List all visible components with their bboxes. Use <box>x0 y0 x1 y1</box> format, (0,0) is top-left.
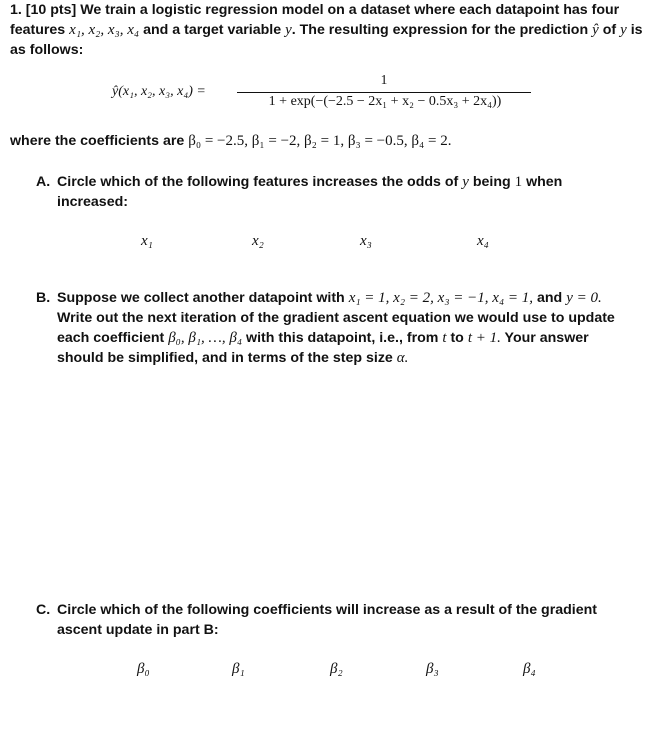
part-b-text-2: and <box>537 290 563 306</box>
part-a-text-1: Circle which of the following features increases the odds of <box>57 174 459 190</box>
coefficients-line <box>10 133 451 150</box>
part-b-coeffs: β₀, β₁, …, β₄ <box>168 330 243 346</box>
part-c <box>36 600 636 640</box>
target-variable: y <box>285 22 292 38</box>
part-b-datapoint: x₁ = 1, x₂ = 2, x₃ = −1, x₄ = 1, <box>348 290 534 306</box>
question-intro-d: of <box>602 22 617 38</box>
question-intro-a: We train a logistic regression model on a dataset where each datapoint has four features <box>10 2 620 38</box>
part-c-text: Circle which of the following coefficients will increase as a result of the gradient ascent update in part B: <box>57 602 598 638</box>
prediction-formula <box>0 72 660 118</box>
question-intro-f: is as follows: <box>10 22 643 58</box>
part-a-one: 1 <box>514 174 523 190</box>
formula-lhs: ŷ(x₁, x₂, x₃, x₄) = <box>112 84 206 99</box>
choice-beta3[interactable]: β₃ <box>426 661 439 677</box>
part-a-var: y <box>462 174 469 190</box>
formula-numerator: 1 <box>380 72 388 87</box>
part-b-text-4: with this datapoint, i.e., from <box>246 330 439 346</box>
part-b-t2: t + 1. <box>467 330 501 346</box>
choice-beta1[interactable]: β₁ <box>232 661 245 677</box>
features-inline: x₁, x₂, x₃, x₄ <box>69 22 140 38</box>
question-points: [10 pts] <box>25 2 77 18</box>
part-a-text <box>57 172 636 212</box>
formula-denominator: 1 + exp(−(−2.5 − 2x₁ + x₂ − 0.5x₃ + 2x₄)) <box>268 94 502 109</box>
part-b-text-3: Write out the next iteration of the gradient ascent equation we would use to update each coefficient <box>57 310 615 346</box>
coefficients-prefix: where the coefficients are <box>10 133 185 149</box>
question-number: 1. <box>10 2 22 18</box>
choice-x2[interactable]: x₂ <box>252 233 264 249</box>
choice-x3[interactable]: x₃ <box>360 233 372 249</box>
part-b-t1: t <box>442 330 447 346</box>
part-a-text-3: when increased: <box>57 174 563 210</box>
choice-x4[interactable]: x₄ <box>477 233 489 249</box>
part-b-text-5: to <box>450 330 464 346</box>
part-c-label: C. <box>36 602 51 618</box>
question-intro-c: . The resulting expression for the prediction <box>291 22 589 38</box>
choice-x1[interactable]: x₁ <box>141 233 153 249</box>
part-b-alpha: α. <box>396 350 409 366</box>
part-a-text-2: being <box>472 174 511 190</box>
part-b-y-value: y = 0. <box>566 290 602 306</box>
fraction-bar <box>237 92 531 93</box>
part-b-label: B. <box>36 290 51 306</box>
target-variable-2: y <box>620 22 627 38</box>
part-a <box>36 172 636 212</box>
prediction-symbol: ŷ <box>592 22 599 38</box>
choice-beta2[interactable]: β₂ <box>330 661 343 677</box>
choice-beta4[interactable]: β₄ <box>523 661 536 677</box>
part-b <box>36 288 636 368</box>
question-intro-b: and a target variable <box>143 22 282 38</box>
coefficients-values: β₀ = −2.5, β₁ = −2, β₂ = 1, β₃ = −0.5, β₄ = 2. <box>188 133 452 149</box>
choice-beta0[interactable]: β₀ <box>137 661 150 677</box>
part-b-text-6: Your answer should be simplified, and in terms of the step size <box>57 330 589 366</box>
part-b-text-1: Suppose we collect another datapoint with <box>57 290 345 306</box>
part-b-text <box>57 288 636 368</box>
question-header <box>10 0 646 60</box>
part-a-label: A. <box>36 174 51 190</box>
